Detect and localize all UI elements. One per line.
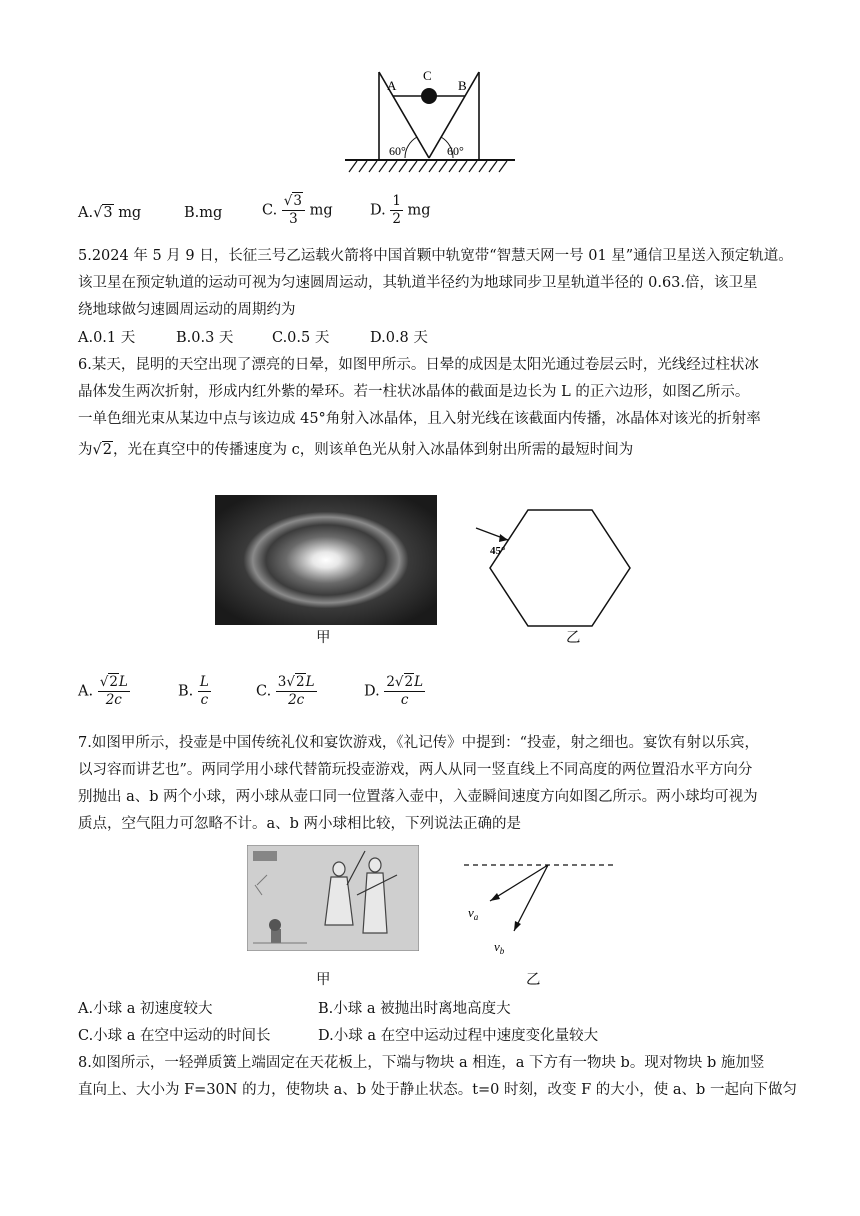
q4-option-c: C. $\frac{√3}{3}$ mg (262, 193, 333, 227)
va-label: v (468, 905, 474, 920)
vb-label: v (494, 939, 500, 954)
angle-right: 60° (447, 144, 464, 158)
q6-line4: 为√2，光在真空中的传播速度为 c，则该单色光从射入冰晶体到射出所需的最短时间为 (78, 442, 634, 458)
q7-option-a: A.小球 a 初速度较大 (78, 1001, 213, 1017)
q4-option-a: A.√3 mg (78, 205, 142, 221)
q6-line1: 6.某天，昆明的天空出现了漂亮的日晕，如图甲所示。日晕的成因是太阳光通过卷层云时，光线经过柱状冰 (78, 357, 759, 373)
q7-option-b: B.小球 a 被抛出时离地高度大 (318, 1001, 511, 1017)
svg-text:va: $v_a$ (468, 905, 479, 922)
q6-option-d: D. $\frac{2√2L}{c}$ (364, 674, 424, 708)
q7-line2: 以习容而讲艺也”。两同学用小球代替箭玩投壶游戏，两人从同一竖直线上不同高度的两位置沿水平方向分 (78, 762, 753, 778)
hexagon-figure (470, 500, 650, 630)
q7-label-jia: 甲 (316, 972, 331, 988)
q7-line4: 质点，空气阻力可忽略不计。a、b 两小球相比较，下列说法正确的是 (78, 816, 522, 832)
q4-option-b: B.mg (184, 205, 223, 221)
q5-option-b: B.0.3 天 (176, 330, 234, 346)
label-a: A (387, 78, 397, 93)
angle-45-label: 45° (490, 545, 506, 557)
q8-line1: 8.如图所示，一轻弹质簧上端固定在天花板上，下端与物块 a 相连，a 下方有一物块 b。现对物块 b 施加竖 (78, 1055, 765, 1071)
q7-option-d: D.小球 a 在空中运动过程中速度变化量较大 (318, 1028, 599, 1044)
q7-line1: 7.如图甲所示，投壶是中国传统礼仪和宴饮游戏，《礼记传》中提到：“投壶，射之细也。宴饮有射以乐宾， (78, 735, 759, 751)
velocity-vectors-figure (460, 855, 620, 965)
q4-figure (335, 62, 535, 180)
q5-line3: 绕地球做匀速圆周运动的周期约为 (78, 302, 296, 318)
q6-option-a: A. $\frac{√2L}{2c}$ (78, 674, 128, 708)
label-c: C (423, 68, 432, 83)
q7-option-c: C.小球 a 在空中运动的时间长 (78, 1028, 271, 1044)
touhu-painting (247, 845, 419, 951)
q7-label-yi: 乙 (526, 972, 541, 988)
q6-line3: 一单色细光束从某边中点与该边成 45°角射入冰晶体，且入射光线在该截面内传播，冰晶体对该光的折射率 (78, 411, 761, 427)
label-b: B (458, 78, 467, 93)
ball-c (421, 88, 437, 104)
q6-label-jia: 甲 (316, 630, 331, 646)
q6-label-yi: 乙 (566, 630, 581, 646)
sun-halo-photo (215, 495, 437, 625)
svg-text:vb: $v_b$ (494, 939, 505, 956)
q4-option-d: D. $\frac{1}{2}$ mg (370, 193, 431, 227)
q5-option-a: A.0.1 天 (78, 330, 136, 346)
q5-option-d: D.0.8 天 (370, 330, 428, 346)
q5-line1: 5.2024 年 5 月 9 日，长征三号乙运载火箭将中国首颗中轨宽带“智慧天网一号 01 星”通信卫星送入预定轨道。 (78, 248, 793, 264)
q5-option-c: C.0.5 天 (272, 330, 330, 346)
angle-left: 60° (389, 144, 406, 158)
q6-line2: 晶体发生两次折射，形成内红外紫的晕环。若一柱状冰晶体的截面是边长为 L 的正六边形，如图乙所示。 (78, 384, 750, 400)
q5-line2: 该卫星在预定轨道的运动可视为匀速圆周运动，其轨道半径约为地球同步卫星轨道半径的 0.63.倍，该卫星 (78, 275, 758, 291)
q8-line2: 直向上、大小为 F=30N 的力，使物块 a、b 处于静止状态。t=0 时刻，改变 F 的大小，使 a、b 一起向下做匀 (78, 1082, 797, 1098)
q7-line3: 别抛出 a、b 两个小球，两小球从壶口同一位置落入壶中，入壶瞬间速度方向如图乙所示。两小球均可视为 (78, 789, 758, 805)
q6-option-c: C. $\frac{3√2L}{2c}$ (256, 674, 315, 708)
q6-option-b: B. $\frac{L}{c}$ (178, 674, 209, 708)
